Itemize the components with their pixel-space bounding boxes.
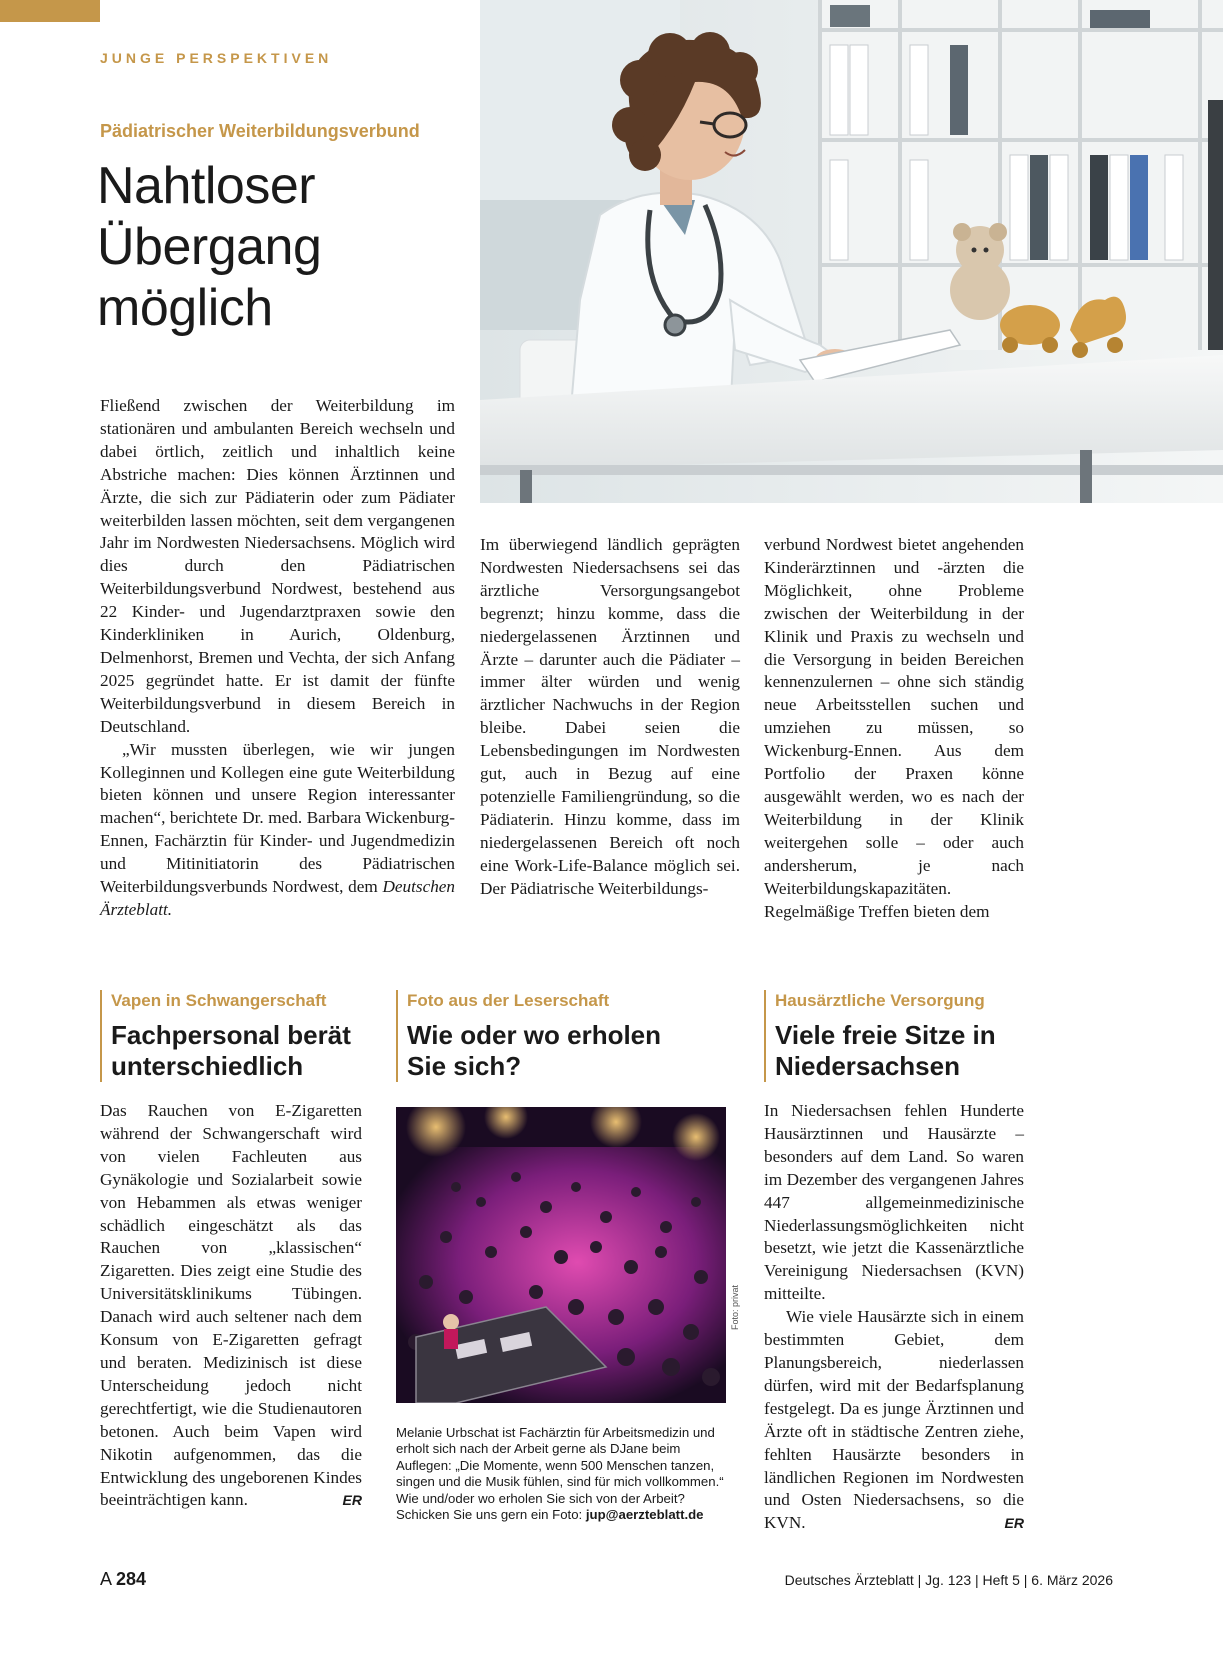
box-title-line-1: Viele freie Sitze in	[775, 1020, 996, 1050]
main-column-3-text: verbund Nordwest bietet angehenden Kinderärztinnen und -ärzten die Möglichkeit, ohne Probleme zwischen der Weiterbildung in der Klinik und Praxis zu wechseln und die Versorgung in beiden Bereichen kennenzulernen – ohne sich ständig neue Arbeitsstellen suchen und umziehen zu müssen, so Wickenburg-Ennen. Aus dem Portfolio der Praxen könne ausgewählt werden, wo es nach der Weiterbildung in der Klinik weitergehen solle – oder auch andersherum, je nach Weiterbildungskapazitäten. Regelmäßige Treffen bieten dem	[764, 535, 1024, 921]
box-kicker: Hausärztliche Versorgung	[775, 991, 985, 1010]
box-paragraph-2	[764, 1306, 1024, 1535]
page-number-value: 284	[116, 1569, 147, 1589]
box-heading	[100, 990, 362, 1082]
box-body	[100, 1100, 362, 1512]
box-title-line-1: Wie oder wo erholen	[407, 1020, 662, 1050]
main-paragraph-2-text: „Wir mussten überlegen, wie wir jungen Kolleginnen und Kollegen eine gute Weiterbildung bieten können und unsere Region interessanter machen“, berichtete Dr. med. Barbara Wickenburg-Ennen, Fachärztin für Kinder- und Jugendmedizin und Mitinitiatorin des Pädiatrischen Weiterbildungsverbunds Nordwest, dem	[100, 739, 455, 897]
box-paragraph-2-text: Wie viele Hausärzte sich in einem bestimmten Gebiet, dem Planungsbereich, niederlassen dürfen, wird mit der Bedarfsplanung festgelegt. Da es junge Ärztinnen und Ärzte oft in städtische Zentren ziehe, fehlten Hausärzte besonders in ländlichen Regionen im Nordwesten und Osten Niedersachsens, so die KVN.	[764, 1307, 1024, 1533]
box-title-line-2: Sie sich?	[407, 1051, 522, 1081]
main-article-column-3	[764, 534, 1024, 923]
box-kicker: Vapen in Schwangerschaft	[111, 991, 327, 1010]
pediatrician-illustration	[480, 0, 1223, 503]
concert-crowd-illustration	[396, 1107, 726, 1403]
box-title	[111, 1020, 362, 1082]
main-article-column-2	[480, 534, 740, 901]
publication-name-italic: Deutschen Ärzteblatt.	[100, 877, 456, 919]
page-number	[100, 1569, 146, 1590]
concert-dj-photo	[396, 1107, 726, 1403]
box-body	[764, 1100, 1024, 1535]
main-headline	[97, 156, 457, 339]
headline-line-2: Übergang	[97, 218, 322, 276]
main-article-column-1	[100, 395, 455, 922]
box-title	[407, 1020, 726, 1082]
box-title	[775, 1020, 1024, 1082]
caption-email-link[interactable]: jup@aerzteblatt.de	[585, 1507, 704, 1523]
photo-credit: Foto: privat	[730, 1284, 740, 1330]
headline-line-1: Nahtloser	[97, 157, 316, 215]
main-column-2-text: Im überwiegend ländlich geprägten Nordwesten Niedersachsens sei das ärztliche Versorgungsangebot begrenzt; hinzu komme, dass die niedergelassenen Ärztinnen und Ärzte – darunter auch die Pädiater – immer älter würden und wenig ärztlicher Nachwuchs in der Region bleibe. Dabei seien die Lebensbedingungen im Nordwesten gut, auch in Bezug auf eine potenzielle Familiengründung, so die Pädiaterin. Hinzu komme, dass im niedergelassenen Bereich oft noch eine Work-Life-Balance möglich sei. Der Pädiatrische Weiterbildungs-	[480, 535, 740, 898]
main-paragraph-1: Fließend zwischen der Weiterbildung im stationären und ambulanten Bereich wechseln und dabei örtlich, zeitlich und inhaltlich keine Abstriche machen: Dies können Ärztinnen und Ärzte, die sich zur Pädiaterin oder zum Pädiater weiterbilden lassen möchten, seit dem vergangenen Jahr im Nordwesten Niedersachsens. Möglich wird dies durch den Pädiatrischen Weiterbildungsverbund Nordwest, bestehend aus 22 Kinder- und Jugendarztpraxen sowie den Kinderkliniken in Aurich, Oldenburg, Delmenhorst, Bremen und Vechta, der sich Anfang 2025 gegründet hatte. Er ist damit der fünfte Weiterbildungsverbund in diesem Bereich in Deutschland.	[100, 396, 455, 736]
box-title-line-2: Niedersachsen	[775, 1051, 960, 1081]
hero-photo-pediatrician	[480, 0, 1223, 503]
box-title-line-1: Fachpersonal berät	[111, 1020, 351, 1050]
author-signature: ER	[342, 1492, 362, 1509]
box-body-text: Das Rauchen von E-Zigaretten während der Schwangerschaft wird von vielen Fachleuten aus Gynäkologie und Sozialarbeit sowie von Hebammen als etwas weniger schädlich eingeschätzt als das Rauchen von „klassischen“ Zigaretten. Dies zeigt eine Studie des Universitätsklinikums Tübingen. Danach wird auch seltener nach dem Konsum von E-Zigaretten gefragt und beraten. Medizinisch ist diese Unterscheidung jedoch nicht gerechtfertigt, wie die Studienautoren betonen. Auch beim Vapen wird Nikotin aufgenommen, das die Entwicklung des ungeborenen Kindes beeinträchtigen kann.	[100, 1101, 362, 1510]
photo-caption	[396, 1425, 726, 1523]
box-paragraph-1: In Niedersachsen fehlen Hunderte Hausärztinnen und Hausärzte – besonders auf dem Land. So waren im Dezember des vergangenen Jahres 447 allgemeinmedizinische Niederlassungsmöglichkeiten nicht besetzt, wie jetzt die Kassenärztliche Vereinigung Niedersachsen (KVN) mitteilte.	[764, 1101, 1024, 1304]
box-heading	[764, 990, 1024, 1082]
main-kicker: Pädiatrischer Weiterbildungsverbund	[100, 121, 420, 141]
page-prefix: A	[100, 1569, 112, 1589]
box-heading	[396, 990, 726, 1082]
main-paragraph-2	[100, 739, 455, 922]
headline-line-3: möglich	[97, 279, 273, 337]
news-box-vapen	[100, 990, 362, 1510]
news-box-hausarzt	[764, 990, 1024, 1533]
news-box-reader-photo	[396, 990, 740, 1523]
caption-text: Melanie Urbschat ist Fachärztin für Arbeitsmedizin und erholt sich nach der Arbeit gerne als DJane beim Auflegen: „Die Momente, wenn 500 Menschen tanzen, singen und die Musik fühlen, sind für mich vollkommen.“ Wie und/oder wo erholen Sie sich von der Arbeit? Schicken Sie uns gern ein Foto:	[396, 1425, 724, 1523]
section-tag: JUNGE PERSPEKTIVEN	[100, 50, 333, 66]
box-kicker: Foto aus der Leserschaft	[407, 991, 610, 1010]
publication-info: Deutsches Ärzteblatt | Jg. 123 | Heft 5 | 6. März 2026	[784, 1572, 1113, 1588]
author-signature: ER	[1004, 1515, 1024, 1532]
box-title-line-2: unterschiedlich	[111, 1051, 304, 1081]
accent-bar	[0, 0, 100, 22]
